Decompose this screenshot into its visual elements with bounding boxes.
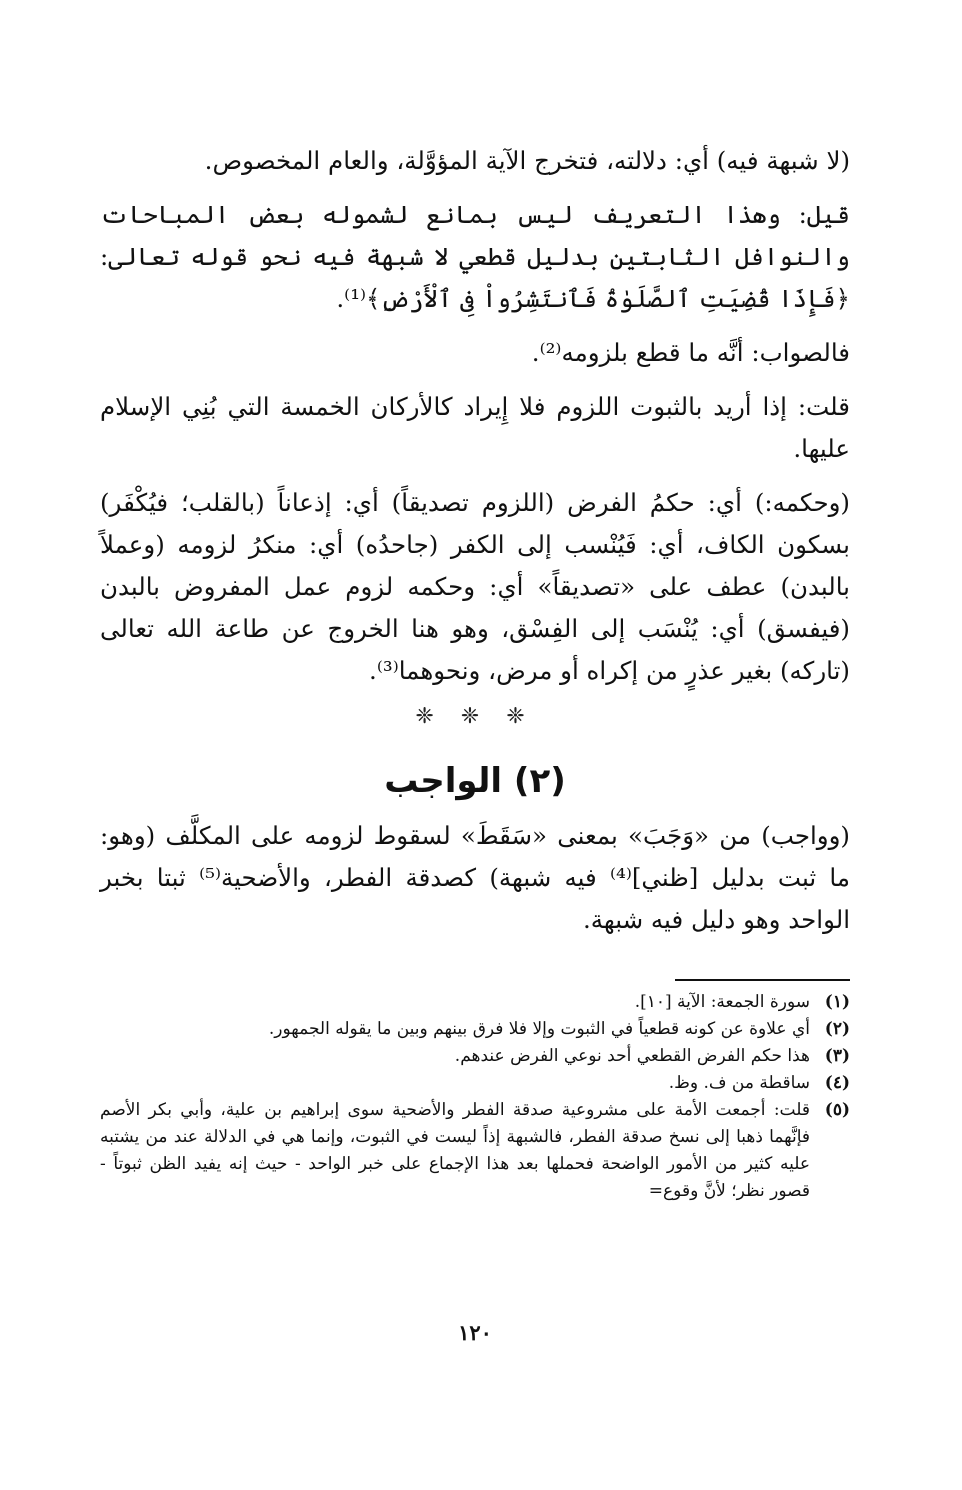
footnote-number: (٣) <box>824 1046 850 1066</box>
footnote-number: (٥) <box>824 1100 850 1120</box>
footnote-text: سورة الجمعة: الآية [١٠]. <box>634 992 810 1012</box>
page-number: ١٢٠ <box>458 1320 492 1345</box>
footnote-5 <box>100 1097 850 1205</box>
paragraph-1: (لا شبهة فيه) أي: دلالته، فتخرج الآية المؤوَّلة، والعام المخصوص. <box>204 146 850 175</box>
section-heading: (٢) الواجب <box>384 761 566 801</box>
footnote-text: ساقطة من ف. وظ. <box>668 1073 810 1093</box>
paragraph-3: فالصواب: أنَّه ما قطع بلزومه⁽²⁾. <box>531 338 850 367</box>
footnote-text: هذا حكم الفرض القطعي أحد نوعي الفرض عندهم. <box>454 1046 810 1066</box>
footnote-4 <box>100 1070 850 1097</box>
footnote-2 <box>100 1016 850 1043</box>
section-paragraph: (وواجب) من «وَجَبَ» بمعنى «سَقَطَ» لسقوط لزومه على المكلَّف (وهو: ما ثبت بدليل [ظني]⁽⁴⁾ فيه شبهة) كصدقة الفطر، والأضحية⁽⁵⁾ ثبتا بخبر الواحد وهو دليل فيه شبهة. <box>100 821 851 934</box>
footnote-text: أي علاوة عن كونه قطعياً في الثبوت وإلا فلا فرق بينهم وبين ما يقوله الجمهور. <box>268 1019 810 1039</box>
footnote-number: (١) <box>824 992 850 1012</box>
footnote-3 <box>100 1043 850 1070</box>
section-separator: ❈ ❈ ❈ <box>415 704 535 729</box>
footnote-1 <box>100 989 850 1016</box>
footnote-number: (٤) <box>824 1073 850 1093</box>
footnotes-list <box>100 989 850 1205</box>
footnote-text: قلت: أجمعت الأمة على مشروعية صدقة الفطر والأضحية سوى إبراهيم بن علية، وأبي بكر الأصم فإنَّهما ذهبا إلى نسخ صدقة الفطر، فالشبهة إذاً ليست في الثبوت، وإنما هي في الدلالة عند من يشتبه عليه كثير من الأمور الواضحة فحملها بعد هذا الإجماع على خبر الواحد - حيث إنه يفيد الظن ثبوتاً - قصور نظر؛ لأنَّ وقوع= <box>100 1100 810 1201</box>
paragraph-4: قلت: إذا أريد بالثبوت اللزوم فلا إِيراد كالأركان الخمسة التي بُنِي الإسلام عليها. <box>100 392 850 463</box>
footnote-divider <box>675 979 850 981</box>
paragraph-5: (وحكمه:) أي: حكمُ الفرض (اللزوم تصديقاً) أي: إذعاناً (بالقلب؛ فيُكْفَر) بسكون الكاف، أي: فَيُنْسب إلى الكفر (جاحدُه) أي: منكرُ لزومه (وعملاً بالبدن) عطف على «تصديقاً» أي: وحكمه لزوم عمل المفروض بالبدن (فيفسق) أي: يُنْسَب إلى الفِسْق، وهو هنا الخروج عن طاعة الله تعالى (تاركه) بغير عذرٍ من إكراه أو مرض، ونحوهما⁽³⁾. <box>100 488 850 685</box>
footnote-number: (٢) <box>824 1019 850 1039</box>
paragraph-2: قيل: وهذا التعريف ليس بمانع لشموله بعض المباحات والنوافل الثابتين بدليل قطعي لا شبهة فيه نحو قوله تعالى: ﴿فَإِذَا قُضِيَتِ ٱلصَّلَوٰةُ فَٱنتَشِرُواْ فِى ٱلْأَرْضِ﴾⁽¹⁾. <box>100 200 850 313</box>
page-body <box>100 140 850 1490</box>
